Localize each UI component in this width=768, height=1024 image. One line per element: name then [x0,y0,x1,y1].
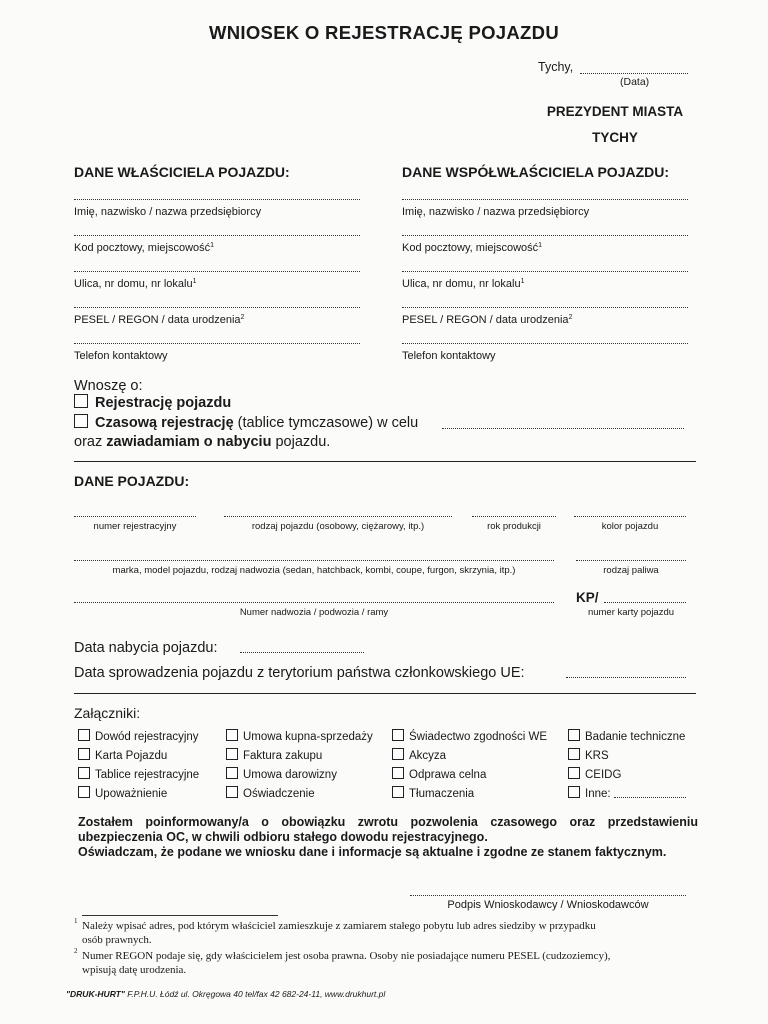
vehicle-card-input[interactable] [604,602,686,603]
temporary-purpose-input[interactable] [442,428,684,429]
attachment-conformity-certificate[interactable]: Świadectwo zgodności WE [392,729,547,743]
coowner-pesel-input[interactable] [402,307,688,308]
import-date-label: Data sprowadzenia pojazdu z terytorium państwa członkowskiego UE: [74,665,525,681]
kp-prefix: KP/ [576,590,599,605]
section-divider-1 [74,461,696,462]
make-model-input[interactable] [74,560,554,561]
footnote-1-mark: 1 [74,917,78,925]
coowner-heading: DANE WSPÓŁWŁAŚCICIELA POJAZDU: [402,164,670,180]
statement-line-1: Zostałem poinformowany/a o obowiązku zwrotu pozwolenia czasowego oraz przedstawieniu [78,815,698,829]
attachment-customs[interactable]: Odprawa celna [392,767,486,781]
checkbox[interactable] [226,748,238,760]
coowner-street-label: Ulica, nr domu, nr lokalu$^1$ [402,278,525,290]
owner-name-label: Imię, nazwisko / nazwa przedsiębiorcy [74,206,262,218]
attachment-plates[interactable]: Tablice rejestracyjne [78,767,199,781]
owner-street-input[interactable] [74,271,360,272]
checkbox[interactable] [226,767,238,779]
registration-number-label: numer rejestracyjny [93,521,177,532]
footnote-1-line-2: osób prawnych. [82,934,152,946]
statement-line-3: Oświadczam, że podane we wniosku dane i informacje są aktualne i zgodne ze stanem faktycznym. [78,845,667,859]
checkbox[interactable] [568,767,580,779]
checkbox[interactable] [568,729,580,741]
checkbox[interactable] [226,729,238,741]
attachment-krs[interactable]: KRS [568,748,609,762]
addressee-line-1: PREZYDENT MIASTA [546,104,684,119]
vehicle-color-label: kolor pojazdu [601,521,659,532]
coowner-postcode-input[interactable] [402,235,688,236]
checkbox[interactable] [78,748,90,760]
form-title: WNIOSEK O REJESTRACJĘ POJAZDU [209,22,559,43]
attachment-sale-contract[interactable]: Umowa kupna-sprzedaży [226,729,373,743]
coowner-street-input[interactable] [402,271,688,272]
attachment-technical-inspection[interactable]: Badanie techniczne [568,729,685,743]
signature-label: Podpis Wnioskodawcy / Wnioskodawców [447,899,649,911]
attachment-vehicle-card[interactable]: Karta Pojazdu [78,748,167,762]
vin-input[interactable] [74,602,554,603]
fuel-type-label: rodzaj paliwa [603,565,659,576]
attachment-donation-contract[interactable]: Umowa darowizny [226,767,337,781]
coowner-phone-label: Telefon kontaktowy [402,350,496,362]
purchase-date-label: Data nabycia pojazdu: [74,640,218,656]
attachment-authorization[interactable]: Upoważnienie [78,786,167,800]
place-label: Tychy, [538,60,574,74]
footnote-1-line-1: Należy wpisać adres, pod którym właściciel zamieszkuje z zamiarem stałego pobytu lub adres siedziby w przypadku [82,920,596,932]
attachments-heading: Załączniki: [74,705,141,721]
coowner-pesel-label: PESEL / REGON / data urodzenia$^2$ [402,314,573,326]
make-model-label: marka, model pojazdu, rodzaj nadwozia (sedan, hatchback, kombi, coupe, furgon, skrzynia, itp.) [112,565,516,576]
section-divider-2 [74,693,696,694]
registration-number-input[interactable] [74,516,196,517]
checkbox[interactable] [226,786,238,798]
owner-heading: DANE WŁAŚCICIELA POJAZDU: [74,164,290,180]
coowner-postcode-label: Kod pocztowy, miejscowość$^1$ [402,242,543,254]
attachment-other-input[interactable] [614,797,686,798]
vehicle-card-label: numer karty pojazdu [587,607,675,618]
fuel-type-input[interactable] [576,560,686,561]
checkbox[interactable] [392,786,404,798]
owner-postcode-input[interactable] [74,235,360,236]
acquisition-notice: oraz zawiadamiam o nabyciu pojazdu. [74,434,331,450]
temporary-registration-checkbox[interactable] [74,414,88,428]
addressee-line-2: TYCHY [592,130,638,145]
registration-checkbox[interactable] [74,394,88,408]
attachment-ceidg[interactable]: CEIDG [568,767,621,781]
option-registration[interactable]: Rejestrację pojazdu [74,394,231,411]
vehicle-heading: DANE POJAZDU: [74,473,190,489]
checkbox[interactable] [568,786,580,798]
checkbox[interactable] [392,748,404,760]
footnote-2-mark: 2 [74,947,78,955]
owner-phone-label: Telefon kontaktowy [74,350,168,362]
import-date-input[interactable] [566,677,686,678]
coowner-name-label: Imię, nazwisko / nazwa przedsiębiorcy [402,206,590,218]
checkbox[interactable] [392,729,404,741]
checkbox[interactable] [78,729,90,741]
coowner-name-input[interactable] [402,199,688,200]
footnote-2-line-2: wpisują datę urodzenia. [82,964,187,976]
checkbox[interactable] [568,748,580,760]
checkbox[interactable] [78,786,90,798]
purchase-date-input[interactable] [240,652,364,653]
checkbox[interactable] [392,767,404,779]
production-year-label: rok produkcji [487,521,541,532]
attachment-excise[interactable]: Akcyza [392,748,446,762]
vehicle-type-input[interactable] [224,516,452,517]
attachment-translations[interactable]: Tłumaczenia [392,786,474,800]
attachment-declaration[interactable]: Oświadczenie [226,786,315,800]
owner-pesel-input[interactable] [74,307,360,308]
request-intro: Wnoszę o: [74,378,143,394]
attachment-invoice[interactable]: Faktura zakupu [226,748,322,762]
owner-pesel-label: PESEL / REGON / data urodzenia$^2$ [74,314,245,326]
owner-phone-input[interactable] [74,343,360,344]
vin-label: Numer nadwozia / podwozia / ramy [239,607,389,618]
date-caption: (Data) [620,76,650,88]
option-temporary-registration[interactable]: Czasową rejestrację (tablice tymczasowe) w celu [74,414,418,431]
date-line[interactable] [580,73,688,74]
printer-imprint: "DRUK-HURT" F.P.H.U. Łódź ul. Okręgowa 40 tel/fax 42 682-24-11, www.drukhurt.pl [66,989,386,999]
footnote-2-line-1: Numer REGON podaje się, gdy właścicielem jest osoba prawna. Osoby nie posiadające numeru PESEL (cudzoziemcy), [82,950,611,962]
vehicle-type-label: rodzaj pojazdu (osobowy, ciężarowy, itp.) [251,521,425,532]
attachment-registration-certificate[interactable]: Dowód rejestracyjny [78,729,199,743]
attachment-other[interactable]: Inne: [568,786,611,800]
checkbox[interactable] [78,767,90,779]
vehicle-color-input[interactable] [574,516,686,517]
statement-line-2: ubezpieczenia OC, w chwili odbioru stałego dowodu rejestracyjnego. [78,830,488,844]
owner-name-input[interactable] [74,199,360,200]
owner-street-label: Ulica, nr domu, nr lokalu$^1$ [74,278,197,290]
signature-input[interactable] [410,895,686,896]
footnote-separator [82,915,278,916]
coowner-phone-input[interactable] [402,343,688,344]
owner-postcode-label: Kod pocztowy, miejscowość$^1$ [74,242,215,254]
production-year-input[interactable] [472,516,556,517]
